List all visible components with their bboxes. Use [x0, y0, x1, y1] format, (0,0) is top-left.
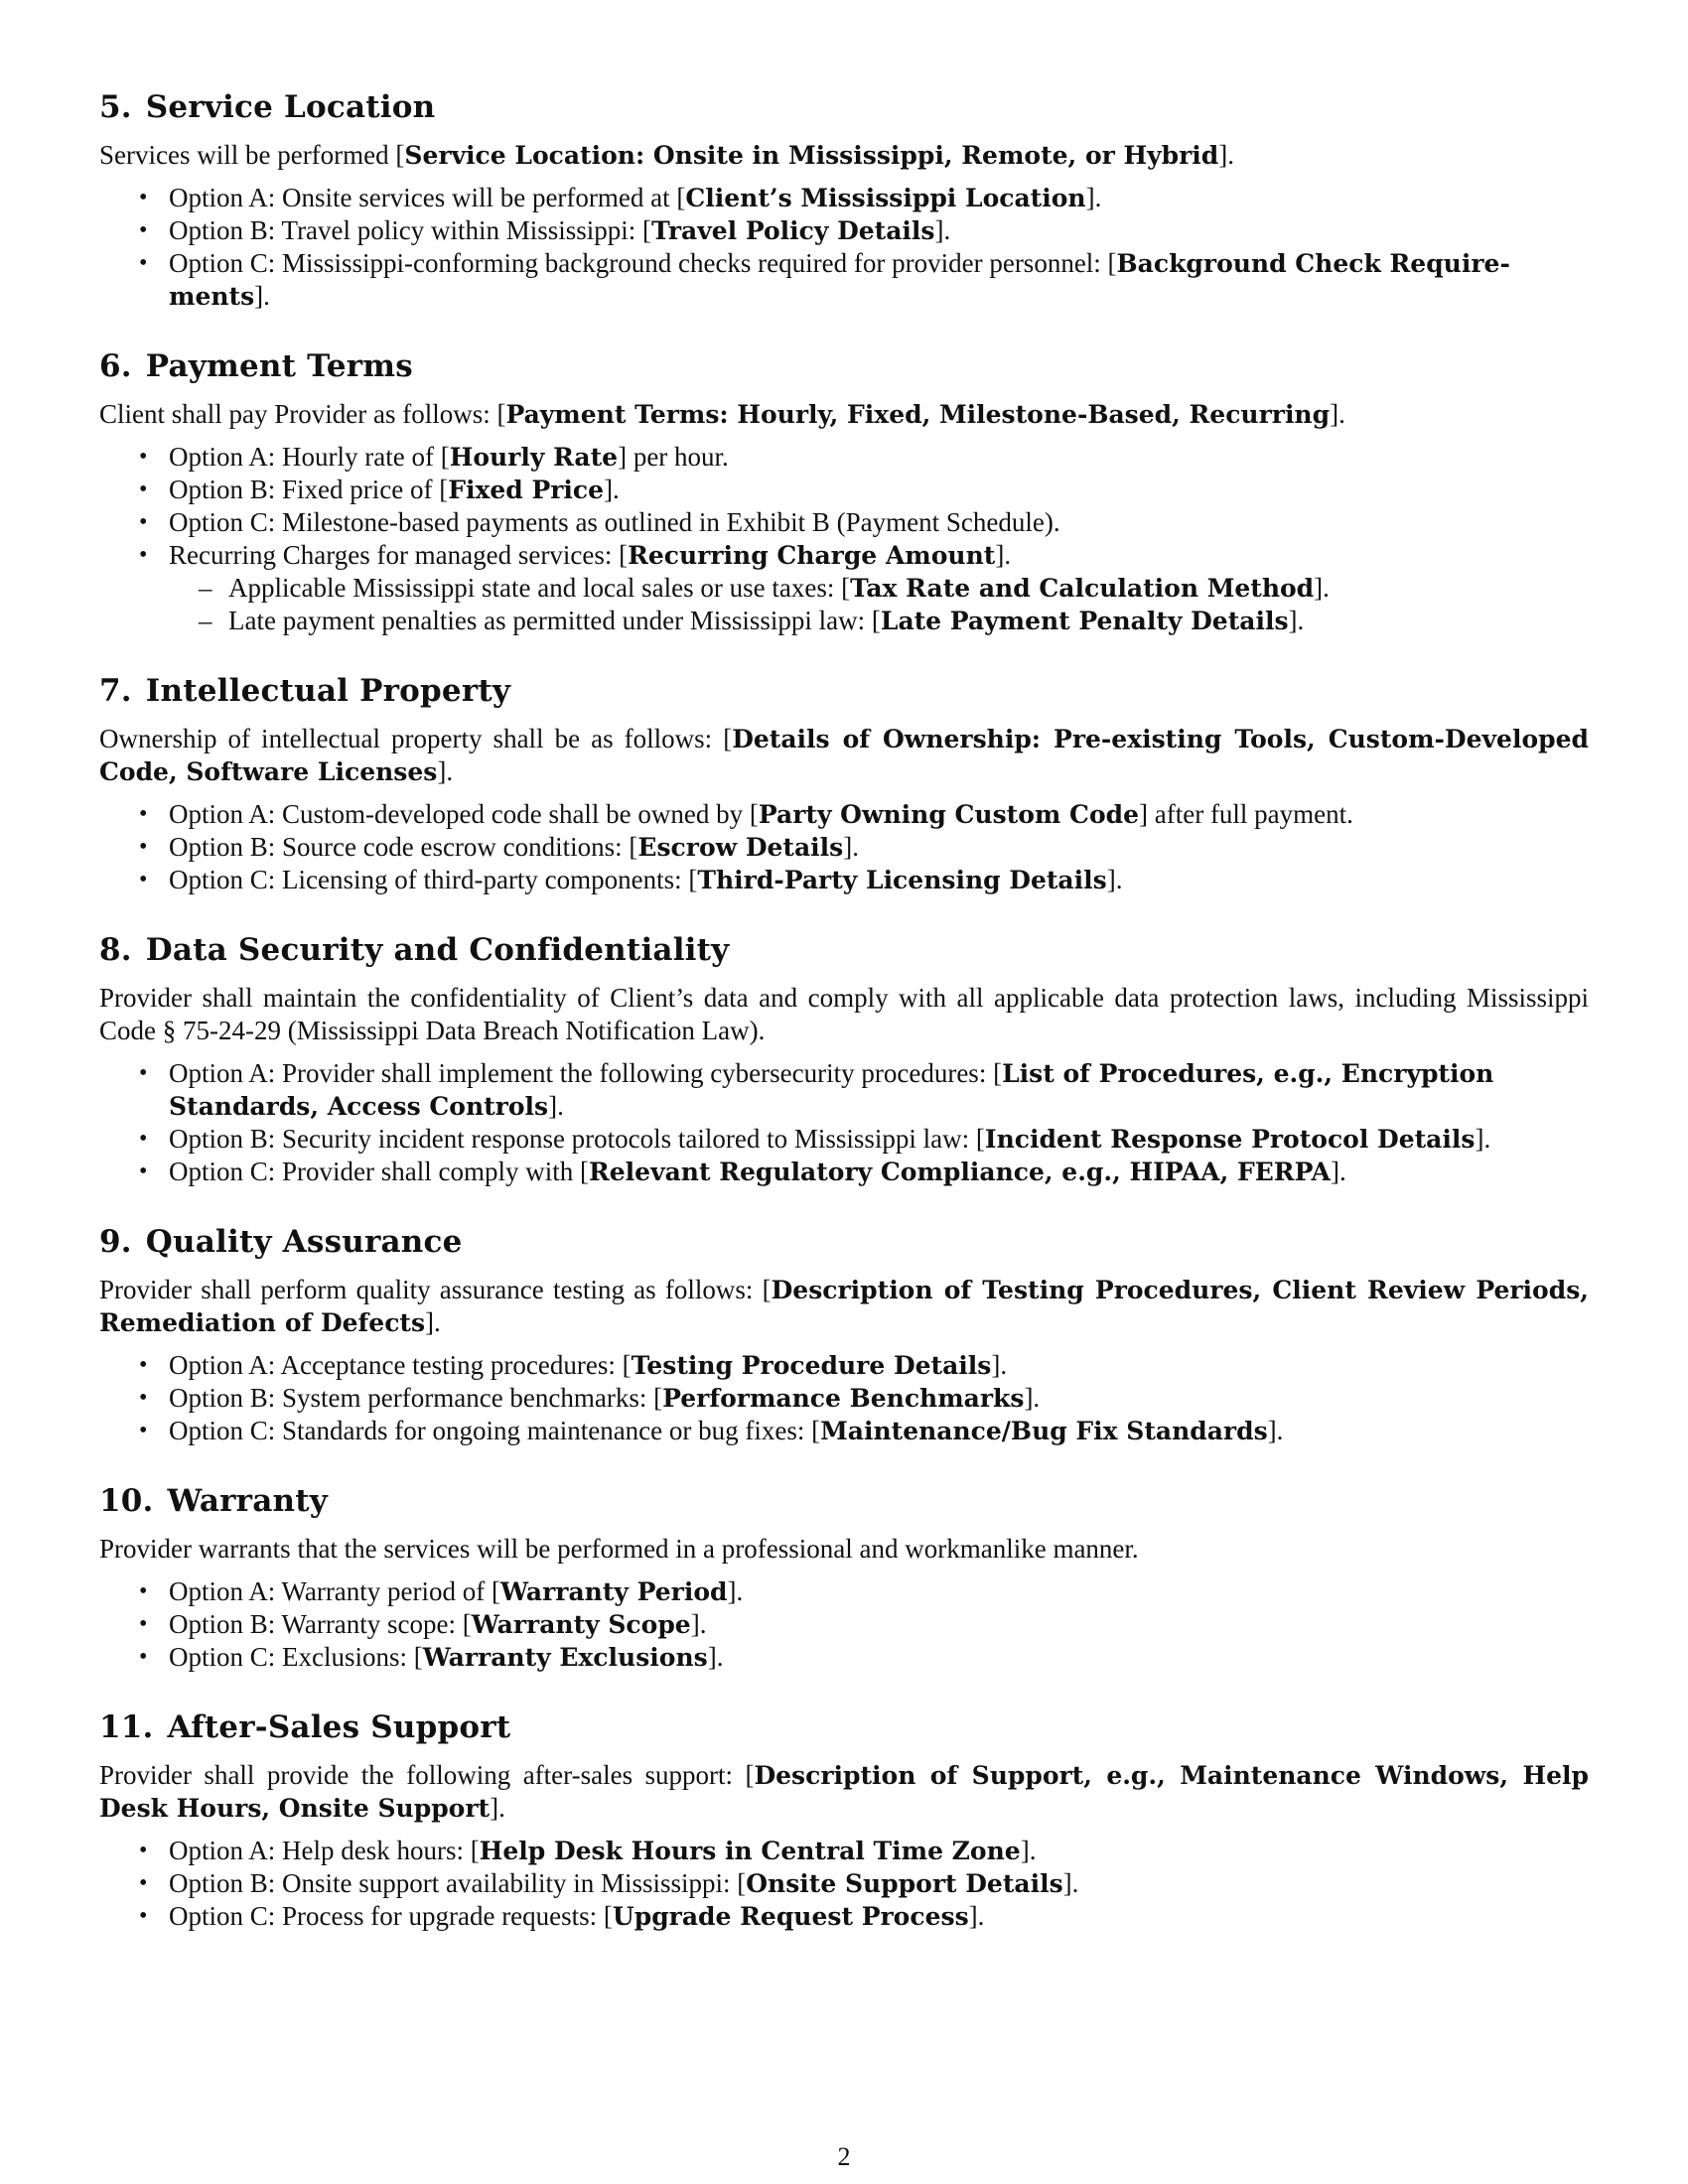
- section-heading: 8. Data Security and Confidentiality: [99, 932, 730, 968]
- list-item: • Option A: Hourly rate of [Hourly Rate] per hour.: [99, 441, 1589, 474]
- section-heading: 6. Payment Terms: [99, 348, 413, 384]
- section-intro: Services will be performed [Service Location: Onsite in Mississippi, Remote, or Hybrid].: [99, 140, 1235, 170]
- list-item: • Option A: Help desk hours: [Help Desk Hours in Central Time Zone].: [99, 1835, 1589, 1867]
- list-item: • Recurring Charges for managed services: [Recurring Charge Amount]. – Applicable Mississippi state and local sales or use taxes: [Tax Rate and Calculation Method]. – Late payment penalties as permitted under Mississippi law: [Late Payment Penalty Details].: [99, 539, 1589, 637]
- list-item: • Option B: Warranty scope: [Warranty Scope].: [99, 1608, 1589, 1641]
- section-intro: Provider shall provide the following after-sales support: [Description of Support, e.g., Maintenance Windows, Help Desk Hours, Onsite Support].: [99, 1760, 1589, 1823]
- options-list: [99, 1057, 1589, 1188]
- list-item: • Option A: Custom-developed code shall be owned by [Party Owning Custom Code] after full payment.: [99, 798, 1589, 831]
- list-item: • Option B: System performance benchmarks: [Performance Benchmarks].: [99, 1382, 1589, 1415]
- list-item: • Option C: Exclusions: [Warranty Exclusions].: [99, 1641, 1589, 1674]
- section-heading: 9. Quality Assurance: [99, 1224, 463, 1260]
- section-data-security: [99, 932, 1589, 1188]
- list-item: • Option B: Source code escrow conditions: [Escrow Details].: [99, 831, 1589, 864]
- sub-list-item: – Late payment penalties as permitted under Mississippi law: [Late Payment Penalty Details].: [169, 605, 1589, 637]
- section-after-sales-support: [99, 1709, 1589, 1933]
- options-list: [99, 798, 1589, 896]
- options-list: [99, 1835, 1589, 1933]
- list-item: • Option B: Travel policy within Mississippi: [Travel Policy Details].: [99, 214, 1589, 247]
- section-warranty: [99, 1483, 1589, 1674]
- page-number: 2: [837, 2142, 851, 2171]
- options-list: [99, 441, 1589, 637]
- list-item: • Option C: Licensing of third-party components: [Third-Party Licensing Details].: [99, 864, 1589, 896]
- list-item: • Option C: Standards for ongoing maintenance or bug fixes: [Maintenance/Bug Fix Standards].: [99, 1415, 1589, 1447]
- list-item: • Option A: Acceptance testing procedures: [Testing Procedure Details].: [99, 1349, 1589, 1382]
- section-heading: 11. After-Sales Support: [99, 1709, 511, 1745]
- sub-list-item: – Applicable Mississippi state and local sales or use taxes: [Tax Rate and Calculation Method].: [169, 572, 1589, 605]
- section-service-location: [99, 89, 1589, 313]
- section-quality-assurance: [99, 1224, 1589, 1447]
- list-item: • Option C: Mississippi-conforming background checks required for provider personnel: [Background Check Requirements].: [99, 247, 1589, 313]
- list-item: • Option A: Warranty period of [Warranty Period].: [99, 1575, 1589, 1608]
- list-item: • Option A: Onsite services will be performed at [Client’s Mississippi Location].: [99, 182, 1589, 214]
- options-list: [99, 1575, 1589, 1674]
- section-payment-terms: [99, 348, 1589, 637]
- list-item: • Option B: Fixed price of [Fixed Price].: [99, 474, 1589, 506]
- section-intro: Client shall pay Provider as follows: [Payment Terms: Hourly, Fixed, Milestone-Based, Recurring].: [99, 399, 1345, 429]
- section-intro: Provider shall maintain the confidentiality of Client’s data and comply with all applicable data protection laws, including Mississippi Code § 75-24-29 (Mississippi Data Breach Notification Law).: [99, 983, 1589, 1045]
- list-item: • Option C: Process for upgrade requests: [Upgrade Request Process].: [99, 1900, 1589, 1933]
- list-item: • Option B: Onsite support availability in Mississippi: [Onsite Support Details].: [99, 1867, 1589, 1900]
- section-intro: Provider warrants that the services will be performed in a professional and workmanlike manner.: [99, 1534, 1139, 1564]
- section-intellectual-property: [99, 673, 1589, 896]
- list-item: • Option A: Provider shall implement the following cybersecurity procedures: [List of Procedures, e.g., Encryption Standards, Access Controls].: [99, 1057, 1589, 1123]
- sub-list: [169, 572, 1589, 637]
- list-item: • Option C: Provider shall comply with [Relevant Regulatory Compliance, e.g., HIPAA, FERPA].: [99, 1156, 1589, 1188]
- section-heading: 5. Service Location: [99, 89, 436, 125]
- list-item: • Option C: Milestone-based payments as outlined in Exhibit B (Payment Schedule).: [99, 506, 1589, 539]
- options-list: [99, 1349, 1589, 1447]
- section-heading: 7. Intellectual Property: [99, 673, 511, 709]
- section-heading: 10. Warranty: [99, 1483, 328, 1519]
- section-intro: Provider shall perform quality assurance testing as follows: [Description of Testing Procedures, Client Review Periods, Remediation of Defects].: [99, 1275, 1589, 1337]
- document-page: [99, 89, 1589, 1969]
- list-item: • Option B: Security incident response protocols tailored to Mississippi law: [Incident Response Protocol Details].: [99, 1123, 1589, 1156]
- options-list: [99, 182, 1589, 313]
- section-intro: Ownership of intellectual property shall be as follows: [Details of Ownership: Pre-existing Tools, Custom-Developed Code, Software Licenses].: [99, 724, 1589, 786]
